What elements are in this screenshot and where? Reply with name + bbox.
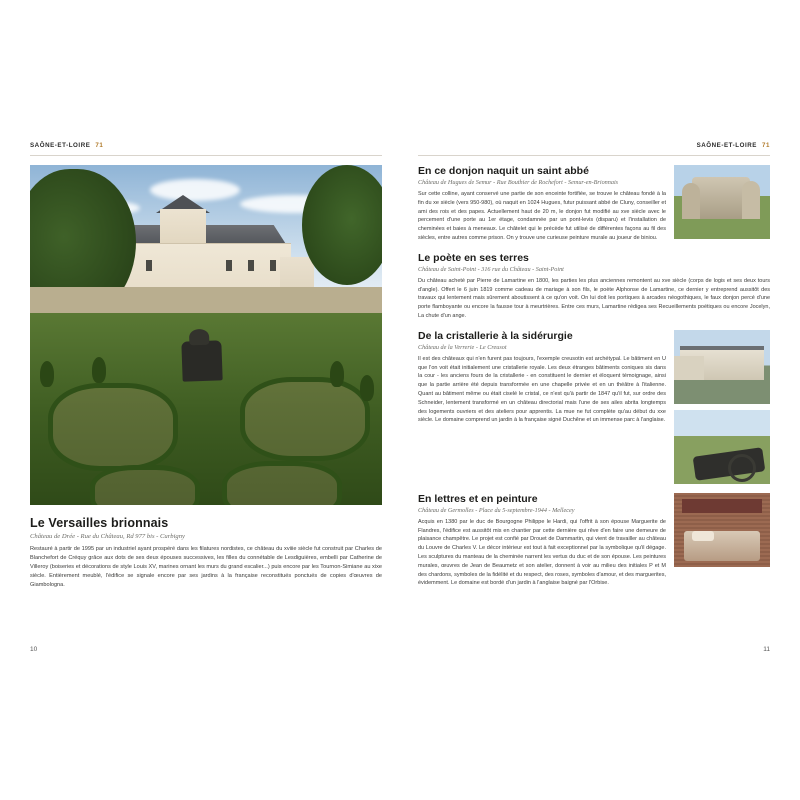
article-body: Restauré à partir de 1995 par un industriel ayant prospéré dans les filatures nordistes, ce château du xviiie siècle fut construit par Charles de Blanchefort de Créquy grâce aux dots de ses deux épouses successives, les filles du connétable de Lesdiguières, embelli par Catherine de Villeroy (boiseries et décorations de style Louis XV, marines ornant les murs du grand escalier...) puis encore par les Tournon-Simiane au xixe siècle. Entièrement meublé, l'édifice se signale encore par ses jardins à la française reconstitués ponctués de copies d'œuvres de Giambologna. [30, 546, 382, 589]
header-rule-left [30, 155, 382, 156]
article-title: En ce donjon naquit un saint abbé [418, 165, 589, 177]
article-body: Sur cette colline, ayant conservé une partie de son enceinte fortifiée, se trouve le château fondé à la fin du xe siècle (vers 950-980), où naquit en 1024 Hugues, futur puissant abbé de Cluny, conseiller et ami des rois et des papes. Actuellement haut de 20 m, le donjon fut modifié au xve siècle avec le percement d'une porte au 1er étage, condamnée par un pont-levis (disparu) et l'installation de cheminées et baies à meneaux. Le châtelet qui le précède fut utilisé de différentes façons au fil des siècles, entre autres comme prison. On y trouve une curieuse peinture murale au joueur de biniou. [418, 191, 666, 241]
topiary-cone [92, 357, 106, 383]
book-spread [12, 138, 788, 663]
box-hedge-parterre [90, 465, 200, 505]
chateau-de-germolles-interior-photo [674, 493, 770, 567]
running-head-number: 71 [762, 141, 770, 149]
verrerie-wing [674, 356, 704, 380]
castle-keep [692, 177, 750, 219]
pillow [692, 531, 714, 541]
garden-statue [181, 340, 222, 381]
article-title: De la cristallerie à la sidérurgie [418, 329, 573, 342]
article-en-lettres-et-en-peinture [418, 493, 770, 588]
box-hedge-parterre [48, 383, 178, 471]
article-body: Du château acheté par Pierre de Lamartine en 1800, les parties les plus anciennes remontent au xve siècle (corps de logis et ses deux tours d'angle). Offert le 6 juin 1819 comme cadeau de mariage à son fils, le poète Alphonse de Lamartine, ce dernier y entreprend aussitôt des travaux qui lentement mais sûrement aboutissent à ce qu'on voit. On lui doit les portiques à arcades néogothiques, le faux donjon percé d'une porte flamboyante ou encore la fausse tour à meurtrières. Entre ces murs, Lamartine rédigea ses Recueillements poétiques ou encore Jocelyn, La chute d'un ange. [418, 277, 770, 319]
gravel-path [30, 287, 382, 313]
chateau-de-la-verrerie-photo [674, 330, 770, 404]
running-head-region: SAÔNE-ET-LOIRE [696, 141, 757, 149]
article-subtitle: Château de Saint-Point - 316 rue du Château - Saint-Point [418, 265, 564, 273]
article-subtitle: Château de Germolles - Place du 5-septembre-1944 - Mellecey [418, 506, 575, 514]
semur-en-brionnais-keep-photo [674, 165, 770, 239]
left-page [12, 138, 400, 663]
cloud [150, 179, 240, 201]
topiary-cone [330, 361, 344, 387]
article-en-ce-donjon [418, 165, 770, 243]
left-article [30, 516, 382, 590]
page-title: Le Versailles brionnais [30, 516, 169, 530]
article-title: Le poète en ses terres [418, 251, 529, 264]
topiary-cone [40, 361, 54, 387]
tree [302, 165, 382, 285]
running-head-left [30, 138, 382, 152]
article-subtitle: Château de Drée - Rue du Château, Rd 977 bis - Curbigny [30, 533, 185, 540]
box-hedge-parterre [222, 461, 342, 505]
article-subtitle: Château de la Verrerie - Le Creusot [418, 343, 507, 351]
header-rule-right [418, 155, 770, 156]
article-cristallerie-siderurgie [418, 330, 770, 484]
box-hedge-parterre [240, 377, 370, 461]
article-body: Acquis en 1380 par le duc de Bourgogne Philippe le Hardi, qui l'offrit à son épouse Marguerite de Flandres, l'édifice est aussitôt mis en chantier par cette dernière qui rêve d'en faire une demeure de plaisance champêtre. Le projet est confié par Drouet de Dammartin, qui vient de travailler au château du Louvre de Charles V. Le décor intérieur est tout à fait exceptionnel par la symbolique qu'il dégage. Les sculptures du manteau de la cheminée narrent les vertus du duc et de son épouse. Les peintures murales, œuvres de Jean de Beaumetz et son atelier, donnent à voir au milieu des initiales P et M des chardons, symboles de la fidélité et du respect, des roses, symboles d'amour, et des marguerites, évidemment. Le domaine est bordé d'un jardin à l'anglaise baigné par l'Orbise. [418, 518, 666, 587]
cannon-photo [674, 410, 770, 484]
folio-right: 11 [763, 646, 770, 653]
running-head-region: SAÔNE-ET-LOIRE [30, 141, 91, 149]
article-subtitle: Château de Hugues de Semur - Rue Bouthier de Rochefort - Semur-en-Brionnais [418, 179, 619, 186]
bed-canopy [682, 499, 762, 513]
cannon-wheel [728, 454, 756, 482]
article-le-poete-en-ses-terres [418, 252, 770, 321]
right-page [400, 138, 788, 663]
running-head-right [418, 138, 770, 152]
topiary-cone [360, 375, 374, 401]
chateau-de-dree-garden-photo [30, 165, 382, 505]
running-head-number: 71 [95, 141, 104, 149]
article-body: Il est des châteaux qui n'en furent pas toujours, l'exemple creusotin est archétypal. Le bâtiment en U que l'on voit était initialement une cristallerie royale. Les deux étranges bâtiments coniques sis dans la cour - les anciens fours de la cristallerie - en constituent le dernier et éloquent témoignage, ainsi que la partie arrière été depuis transformée en une chapelle privée et en un théâtre à l'italienne. Quant au bâtiment même ou était ciselé le cristal, ce n'est qu'à partir de 1847 qu'il fut, sur ordre des Schneider, lentement transformé en un château directorial mais l'une de ses ailes abrita longtemps des logements ouvriers et des ateliers pour apprentis. La mue ne fut complète qu'au début du xxe siècle. Le domaine comprend un jardin à la française signé Duchêne et un immense parc à l'anglaise. [418, 355, 666, 424]
article-title: En lettres et en peinture [418, 492, 538, 505]
folio-left: 10 [30, 646, 38, 653]
right-articles [418, 165, 770, 588]
